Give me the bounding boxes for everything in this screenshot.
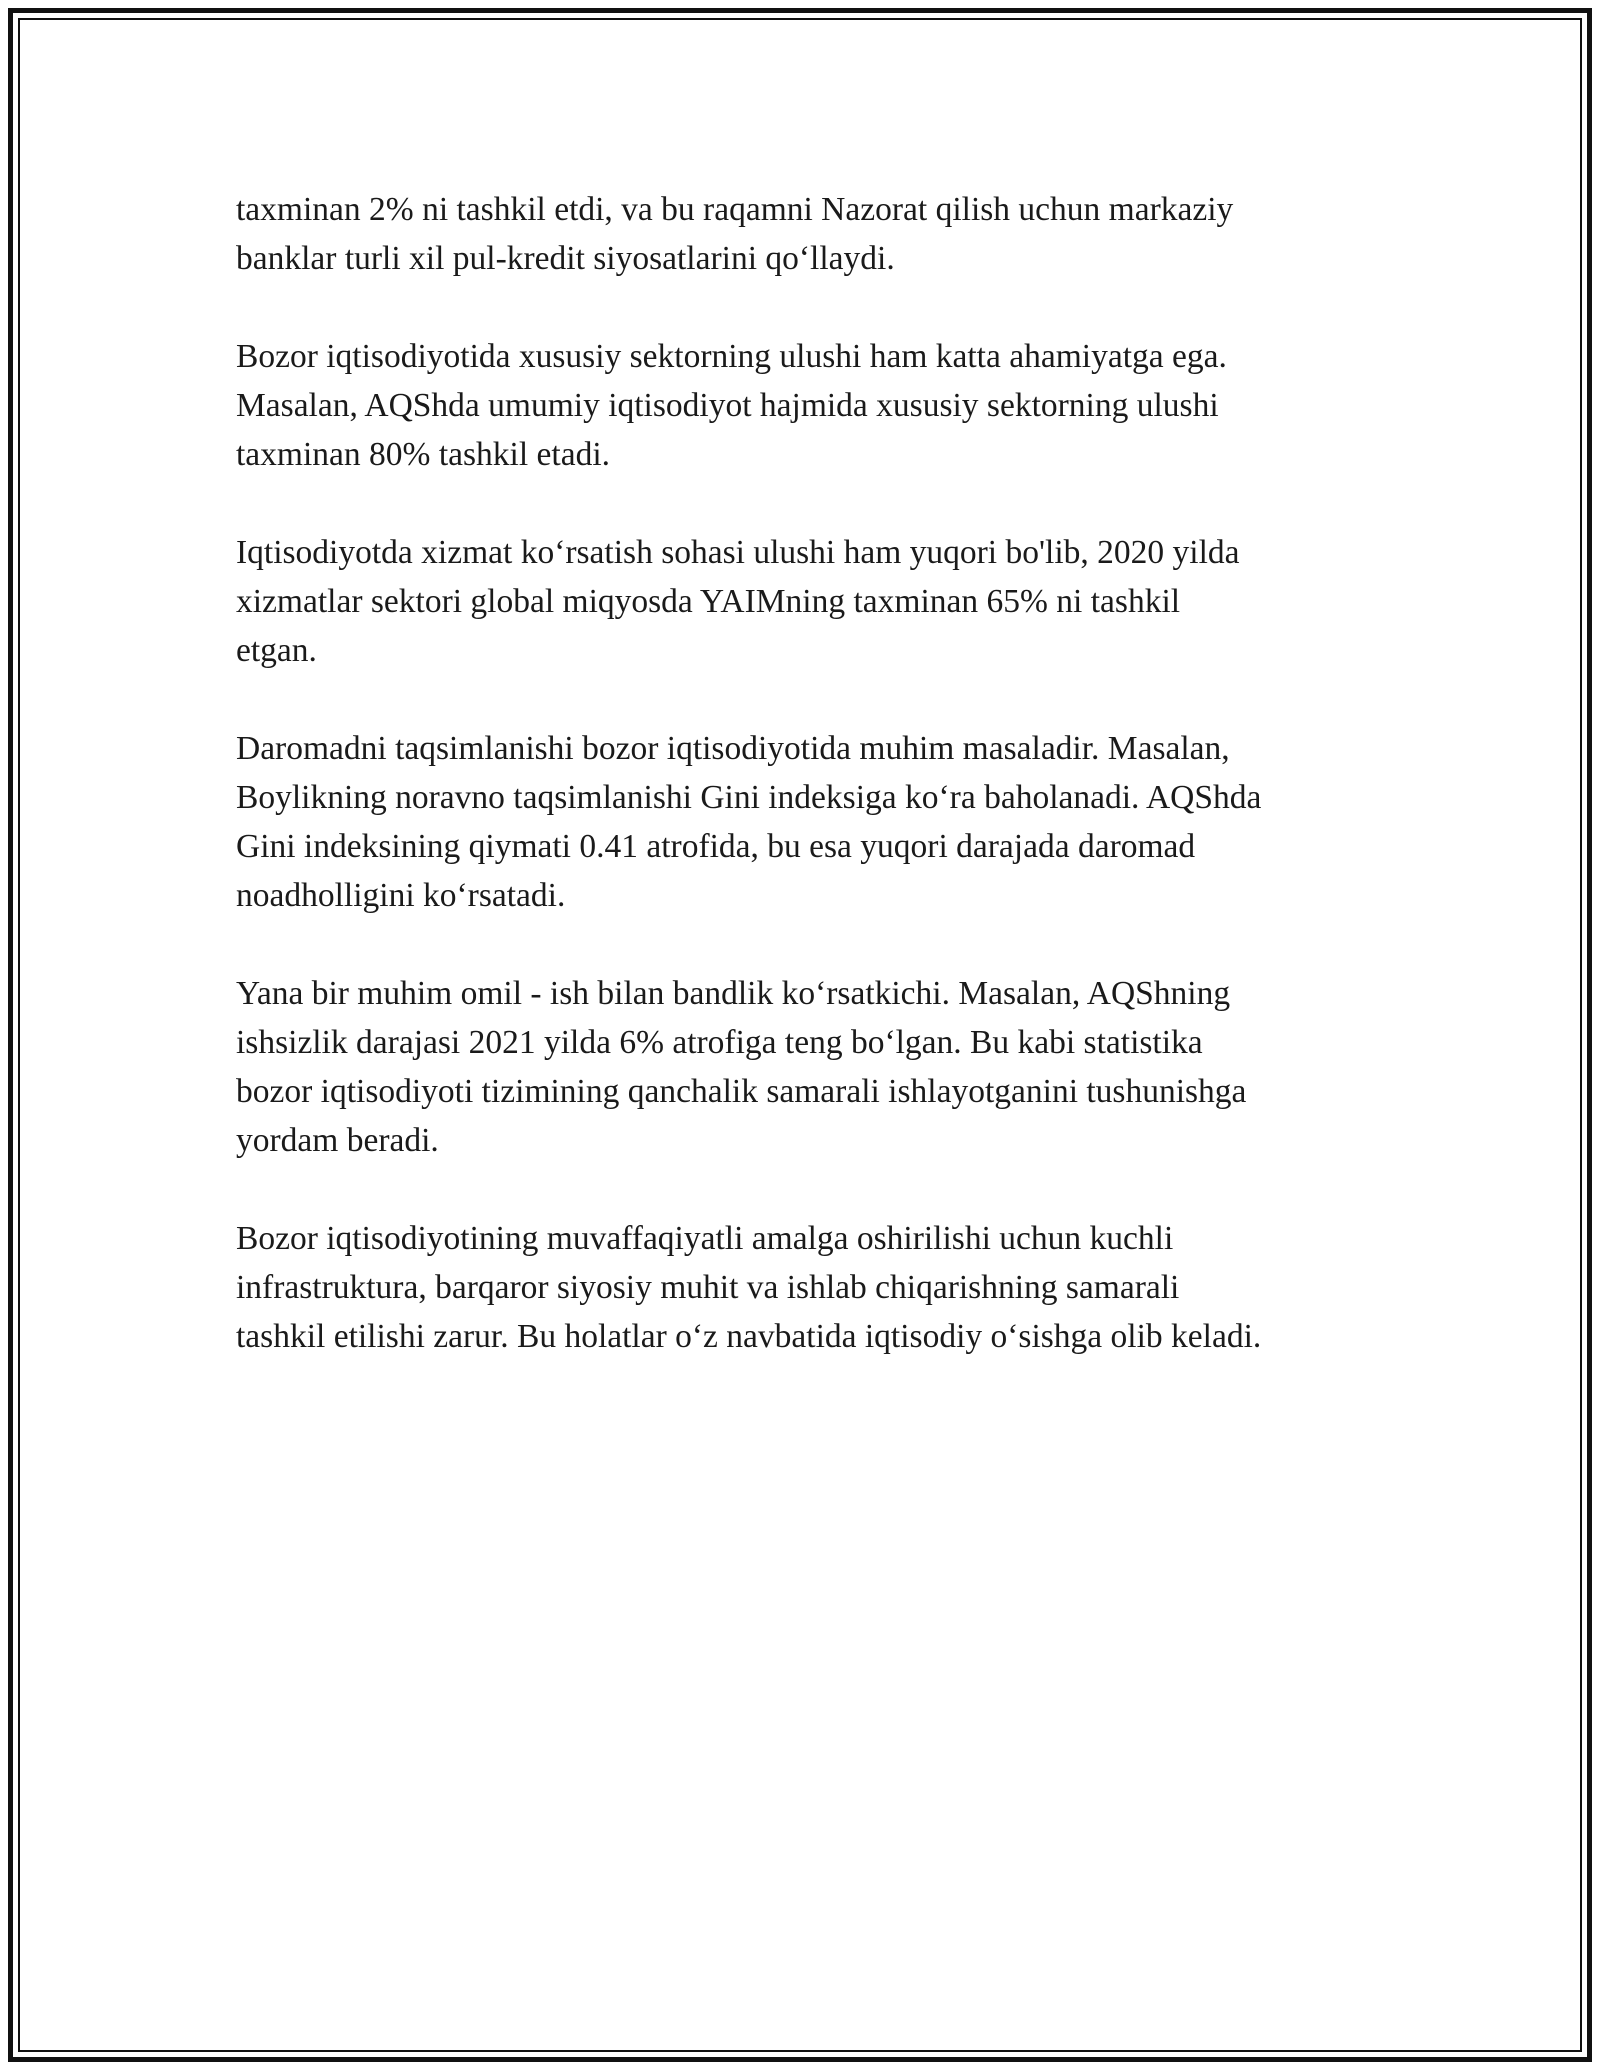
text-line: taxminan 2% ni tashkil etdi, va bu raqamni Nazorat qilish uchun markaziy: [236, 191, 1234, 228]
text-line: xizmatlar sektori global miqyosda YAIMning taxminan 65% ni tashkil: [236, 583, 1181, 620]
paragraph-income-distribution: [236, 724, 1386, 920]
text-line: Daromadni taqsimlanishi bozor iqtisodiyotida muhim masaladir. Masalan,: [236, 730, 1230, 767]
text-line: taxminan 80% tashkil etadi.: [236, 436, 610, 473]
text-line: Gini indeksining qiymati 0.41 atrofida, bu esa yuqori darajada daromad: [236, 828, 1196, 865]
paragraph-inflation: [236, 185, 1386, 283]
text-line: etgan.: [236, 632, 317, 669]
text-line: yordam beradi.: [236, 1122, 439, 1159]
text-line: tashkil etilishi zarur. Bu holatlar o‘z navbatida iqtisodiy o‘sishga olib keladi.: [236, 1318, 1262, 1355]
text-line: Boylikning noravno taqsimlanishi Gini indeksiga ko‘ra baholanadi. AQShda: [236, 779, 1262, 816]
text-line: bozor iqtisodiyoti tizimining qanchalik samarali ishlayotganini tushunishga: [236, 1073, 1247, 1110]
document-body: [236, 185, 1386, 1410]
text-line: Yana bir muhim omil - ish bilan bandlik ko‘rsatkichi. Masalan, AQShning: [236, 975, 1231, 1012]
text-line: infrastruktura, barqaror siyosiy muhit va ishlab chiqarishning samarali: [236, 1269, 1180, 1306]
text-line: banklar turli xil pul-kredit siyosatlarini qo‘llaydi.: [236, 240, 895, 277]
text-line: Iqtisodiyotda xizmat ko‘rsatish sohasi ulushi ham yuqori bo'lib, 2020 yilda: [236, 534, 1240, 571]
paragraph-private-sector: [236, 332, 1386, 479]
text-line: noadholligini ko‘rsatadi.: [236, 877, 566, 914]
paragraph-employment: [236, 969, 1386, 1165]
paragraph-services-sector: [236, 528, 1386, 675]
paragraph-conclusion: [236, 1214, 1386, 1361]
text-line: ishsizlik darajasi 2021 yilda 6% atrofiga teng bo‘lgan. Bu kabi statistika: [236, 1024, 1203, 1061]
text-line: Bozor iqtisodiyotida xususiy sektorning ulushi ham katta ahamiyatga ega.: [236, 338, 1227, 375]
text-line: Bozor iqtisodiyotining muvaffaqiyatli amalga oshirilishi uchun kuchli: [236, 1220, 1174, 1257]
text-line: Masalan, AQShda umumiy iqtisodiyot hajmida xususiy sektorning ulushi: [236, 387, 1219, 424]
